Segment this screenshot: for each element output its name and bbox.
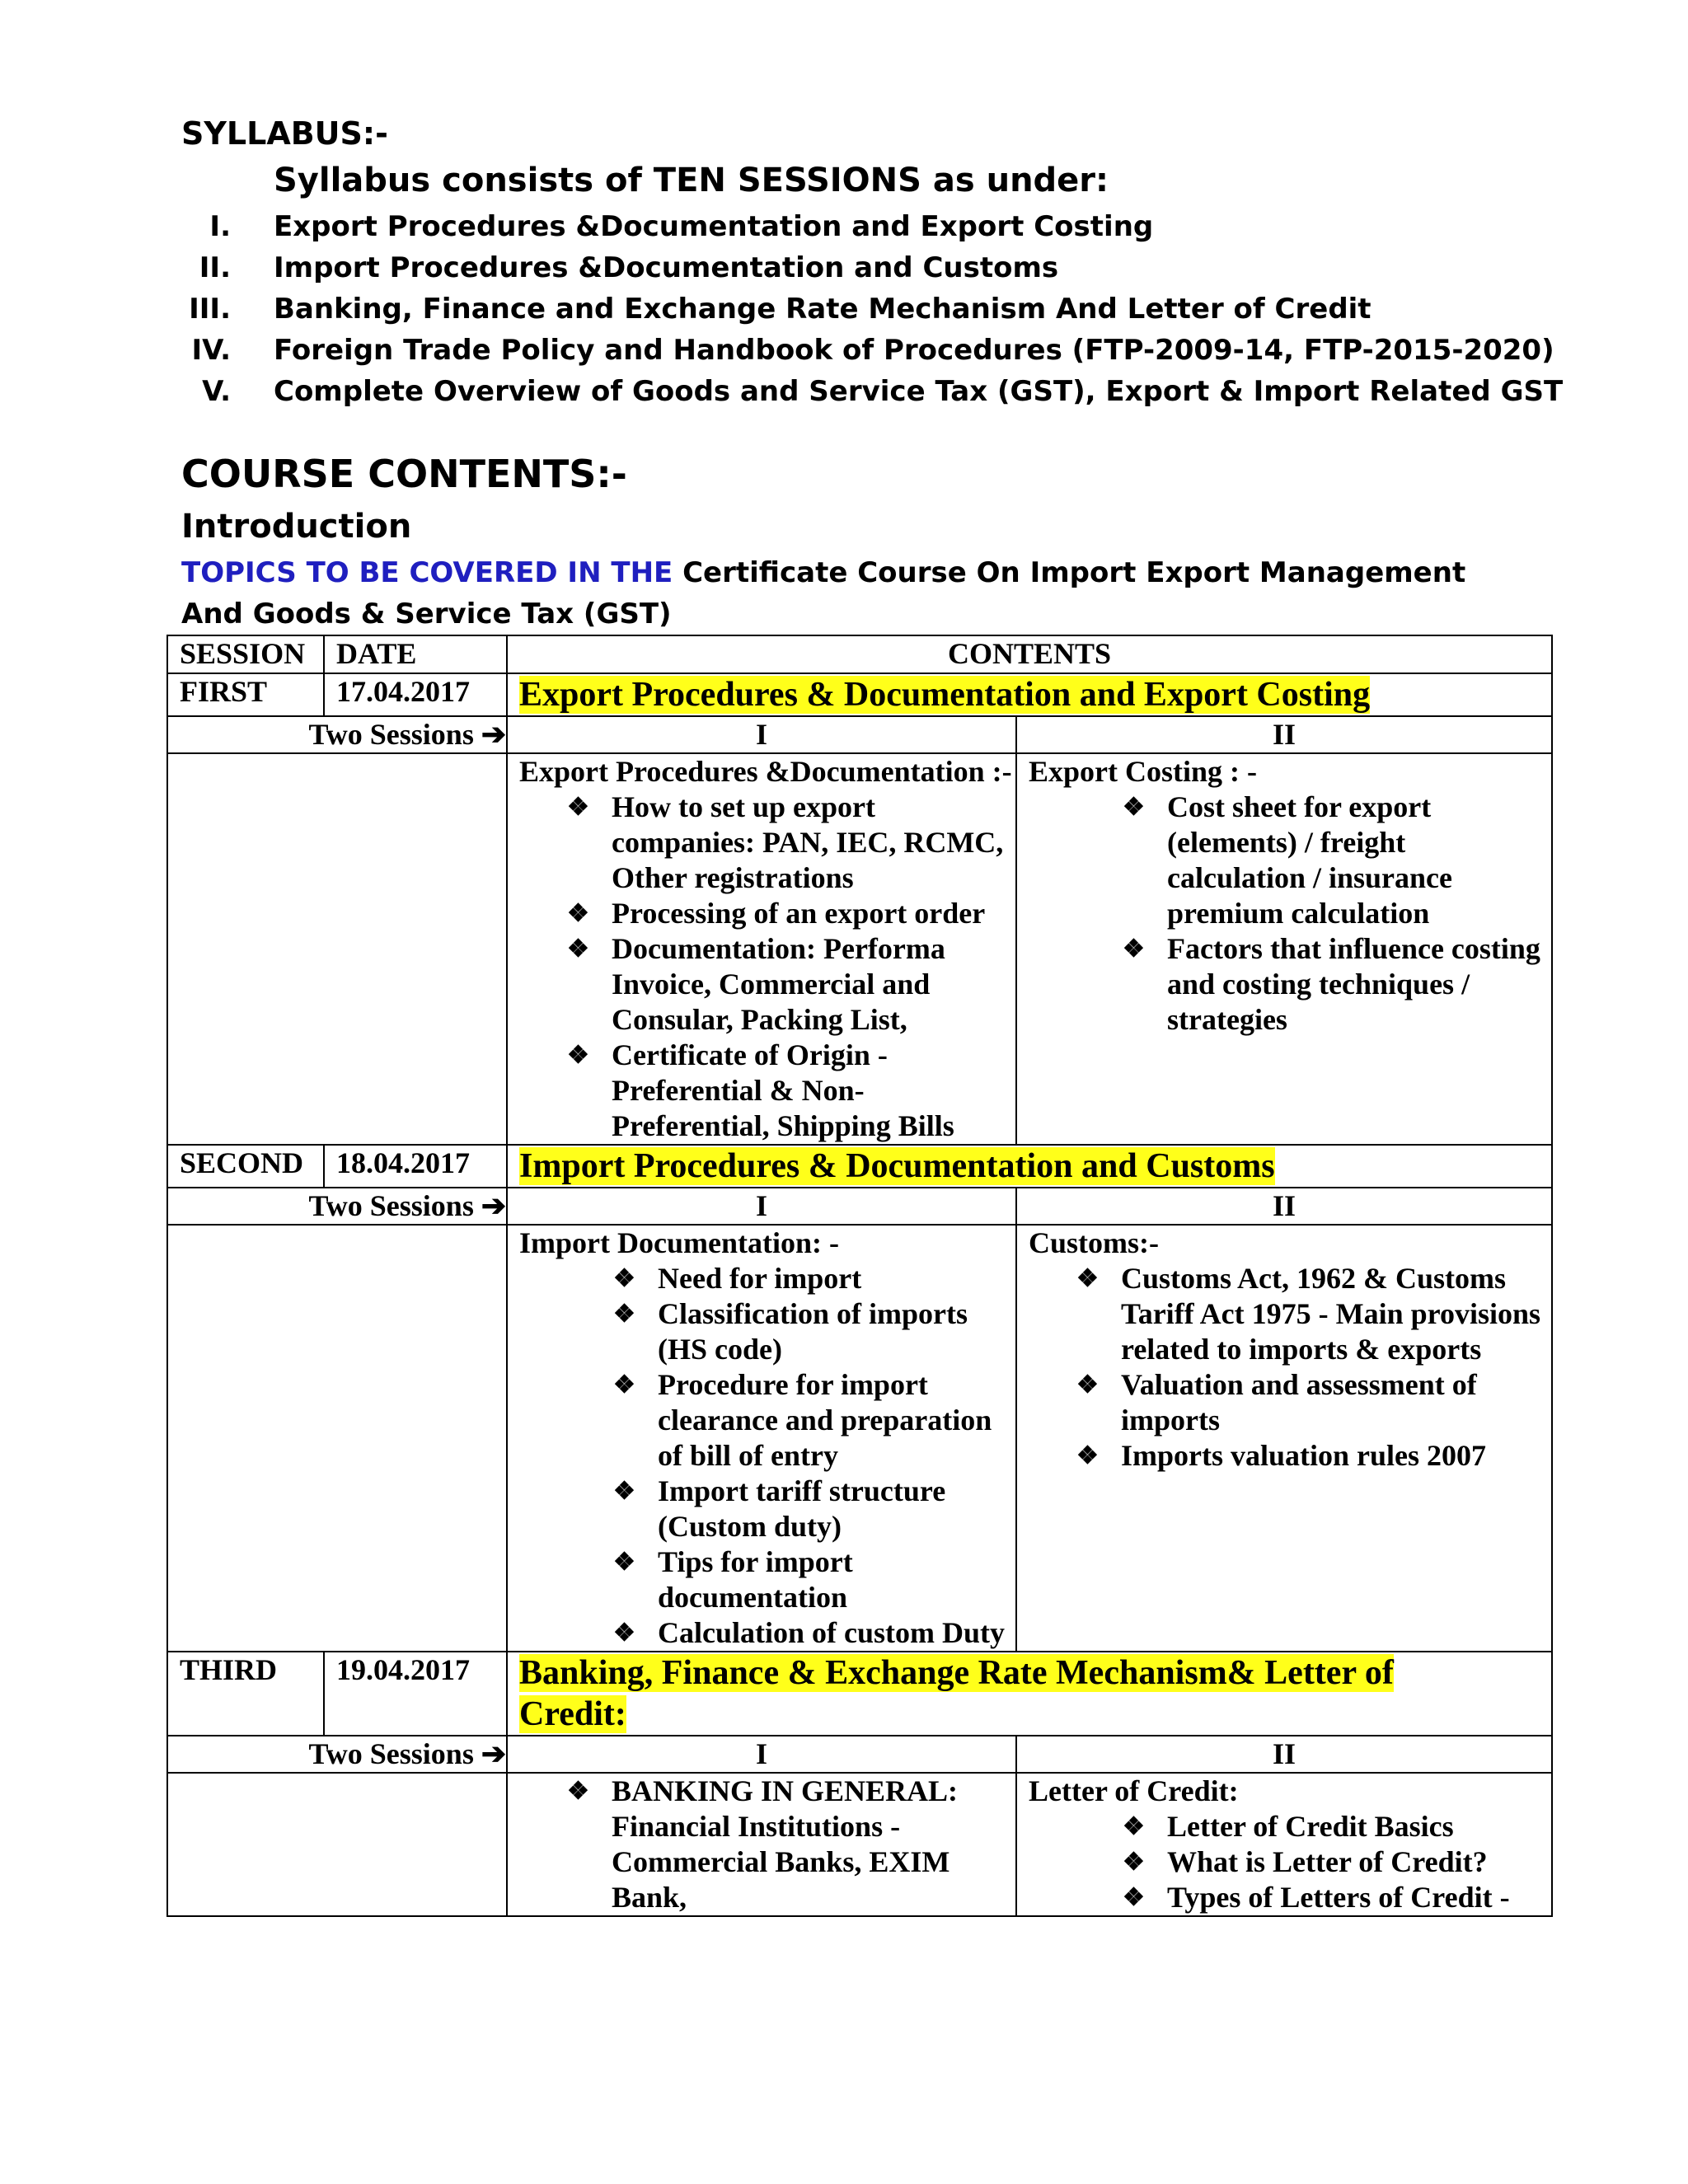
table-row <box>167 716 1552 753</box>
list-item <box>165 247 1648 288</box>
topics-text <box>181 552 1465 635</box>
list-item <box>165 288 1648 330</box>
session-date: 18.04.2017 <box>324 1145 507 1188</box>
list-number: V. <box>202 375 231 408</box>
list-item: ❖ Imports valuation rules 2007 <box>1121 1438 1551 1474</box>
list-item: ❖ Cost sheet for export (elements) / freight calculation / insurance premium calculation <box>1167 790 1551 931</box>
table-row <box>167 1188 1552 1225</box>
contents-list <box>1029 1809 1551 1915</box>
empty-cell <box>167 1773 507 1916</box>
list-item: ❖ Classification of imports (HS code) <box>658 1296 1015 1367</box>
contents-heading: Import Documentation: - <box>519 1226 839 1259</box>
list-item <box>165 330 1648 371</box>
course-table <box>166 635 1553 1917</box>
table-header-row <box>167 635 1552 673</box>
list-item: ❖ Documentation: Performa Invoice, Commercial and Consular, Packing List, <box>612 931 1015 1038</box>
session-date: 17.04.2017 <box>324 673 507 716</box>
column-ii-label: II <box>1016 1736 1552 1773</box>
session-i-contents <box>507 1773 1016 1916</box>
introduction-heading: Introduction <box>181 508 412 546</box>
session-title-cell <box>507 673 1552 716</box>
table-row <box>167 753 1552 1145</box>
contents-heading: Customs:- <box>1029 1226 1159 1259</box>
session-name: SECOND <box>167 1145 324 1188</box>
two-sessions-label: Two Sessions ➔ <box>167 1188 507 1225</box>
contents-list <box>519 790 1015 1144</box>
table-row <box>167 1225 1552 1652</box>
empty-cell <box>167 1225 507 1652</box>
contents-list <box>519 1774 1015 1915</box>
two-sessions-label: Two Sessions ➔ <box>167 1736 507 1773</box>
session-ii-contents <box>1016 1225 1552 1652</box>
contents-heading: Export Costing : - <box>1029 755 1257 788</box>
list-item: ❖ Letter of Credit Basics <box>1167 1809 1551 1844</box>
session-title-cell <box>507 1145 1552 1188</box>
session-title: Import Procedures & Documentation and Customs <box>519 1147 1275 1185</box>
list-item: ❖ Valuation and assessment of imports <box>1121 1367 1551 1438</box>
table-row <box>167 1652 1552 1736</box>
list-item: ❖ Factors that influence costing and costing techniques / strategies <box>1167 931 1551 1038</box>
list-item: ❖ Customs Act, 1962 & Customs Tariff Act 1975 - Main provisions related to imports & exports <box>1121 1261 1551 1367</box>
list-item: ❖ Certificate of Origin - Preferential & Non-Preferential, Shipping Bills <box>612 1038 1015 1144</box>
two-sessions-label: Two Sessions ➔ <box>167 716 507 753</box>
contents-list <box>1029 1261 1551 1474</box>
contents-heading: Letter of Credit: <box>1029 1774 1239 1807</box>
session-name: FIRST <box>167 673 324 716</box>
list-item: ❖ What is Letter of Credit? <box>1167 1844 1551 1880</box>
list-number: I. <box>209 210 231 243</box>
session-title: Export Procedures & Documentation and Export Costing <box>519 676 1371 714</box>
course-contents-heading: COURSE CONTENTS:- <box>181 452 627 496</box>
list-text: Foreign Trade Policy and Handbook of Procedures (FTP-2009-14, FTP-2015-2020) <box>274 334 1554 367</box>
list-number: IV. <box>191 334 231 367</box>
syllabus-list <box>165 206 1648 412</box>
list-item: ❖ How to set up export companies: PAN, IEC, RCMC, Other registrations <box>612 790 1015 896</box>
list-text: Export Procedures &Documentation and Export Costing <box>274 210 1154 243</box>
list-item: ❖ Import tariff structure (Custom duty) <box>658 1474 1015 1544</box>
list-text: Import Procedures &Documentation and Customs <box>274 251 1059 284</box>
list-item: ❖ Need for import <box>658 1261 1015 1296</box>
header-date: DATE <box>324 635 507 673</box>
contents-list <box>519 1261 1015 1651</box>
list-item: ❖ BANKING IN GENERAL: Financial Institutions - Commercial Banks, EXIM Bank, <box>612 1774 1015 1915</box>
column-ii-label: II <box>1016 1188 1552 1225</box>
list-number: III. <box>189 293 231 326</box>
header-session: SESSION <box>167 635 324 673</box>
list-item: ❖ Processing of an export order <box>612 896 1015 931</box>
syllabus-heading: SYLLABUS:- <box>181 115 388 152</box>
session-title-cell <box>507 1652 1552 1736</box>
list-item <box>165 206 1648 247</box>
topics-highlight: TOPICS TO BE COVERED IN THE <box>181 556 673 589</box>
session-name: THIRD <box>167 1652 324 1736</box>
column-i-label: I <box>507 1188 1016 1225</box>
list-item: ❖ Tips for import documentation <box>658 1544 1015 1615</box>
column-i-label: I <box>507 716 1016 753</box>
topics-course-name: Certificate Course On Import Export Management <box>673 556 1466 589</box>
contents-list <box>1029 790 1551 1038</box>
table-row <box>167 1145 1552 1188</box>
list-item: ❖ Calculation of custom Duty <box>658 1615 1015 1651</box>
empty-cell <box>167 753 507 1145</box>
topics-course-name-line2: And Goods & Service Tax (GST) <box>181 598 672 630</box>
column-ii-label: II <box>1016 716 1552 753</box>
session-ii-contents <box>1016 753 1552 1145</box>
session-date: 19.04.2017 <box>324 1652 507 1736</box>
session-ii-contents <box>1016 1773 1552 1916</box>
session-i-contents <box>507 753 1016 1145</box>
table-row <box>167 1773 1552 1916</box>
list-text: Banking, Finance and Exchange Rate Mechanism And Letter of Credit <box>274 293 1372 326</box>
list-number: II. <box>199 251 231 284</box>
header-contents: CONTENTS <box>507 635 1552 673</box>
list-item: ❖ Procedure for import clearance and preparation of bill of entry <box>658 1367 1015 1474</box>
session-title: Banking, Finance & Exchange Rate Mechanism& Letter of Credit: <box>519 1654 1394 1733</box>
contents-heading: Export Procedures &Documentation :- <box>519 755 1012 788</box>
list-text: Complete Overview of Goods and Service Tax (GST), Export & Import Related GST <box>274 375 1564 408</box>
column-i-label: I <box>507 1736 1016 1773</box>
session-i-contents <box>507 1225 1016 1652</box>
list-item: ❖ Types of Letters of Credit - <box>1167 1880 1551 1915</box>
list-item <box>165 371 1648 412</box>
table-row <box>167 1736 1552 1773</box>
syllabus-subheading: Syllabus consists of TEN SESSIONS as under: <box>274 162 1109 199</box>
table-row <box>167 673 1552 716</box>
